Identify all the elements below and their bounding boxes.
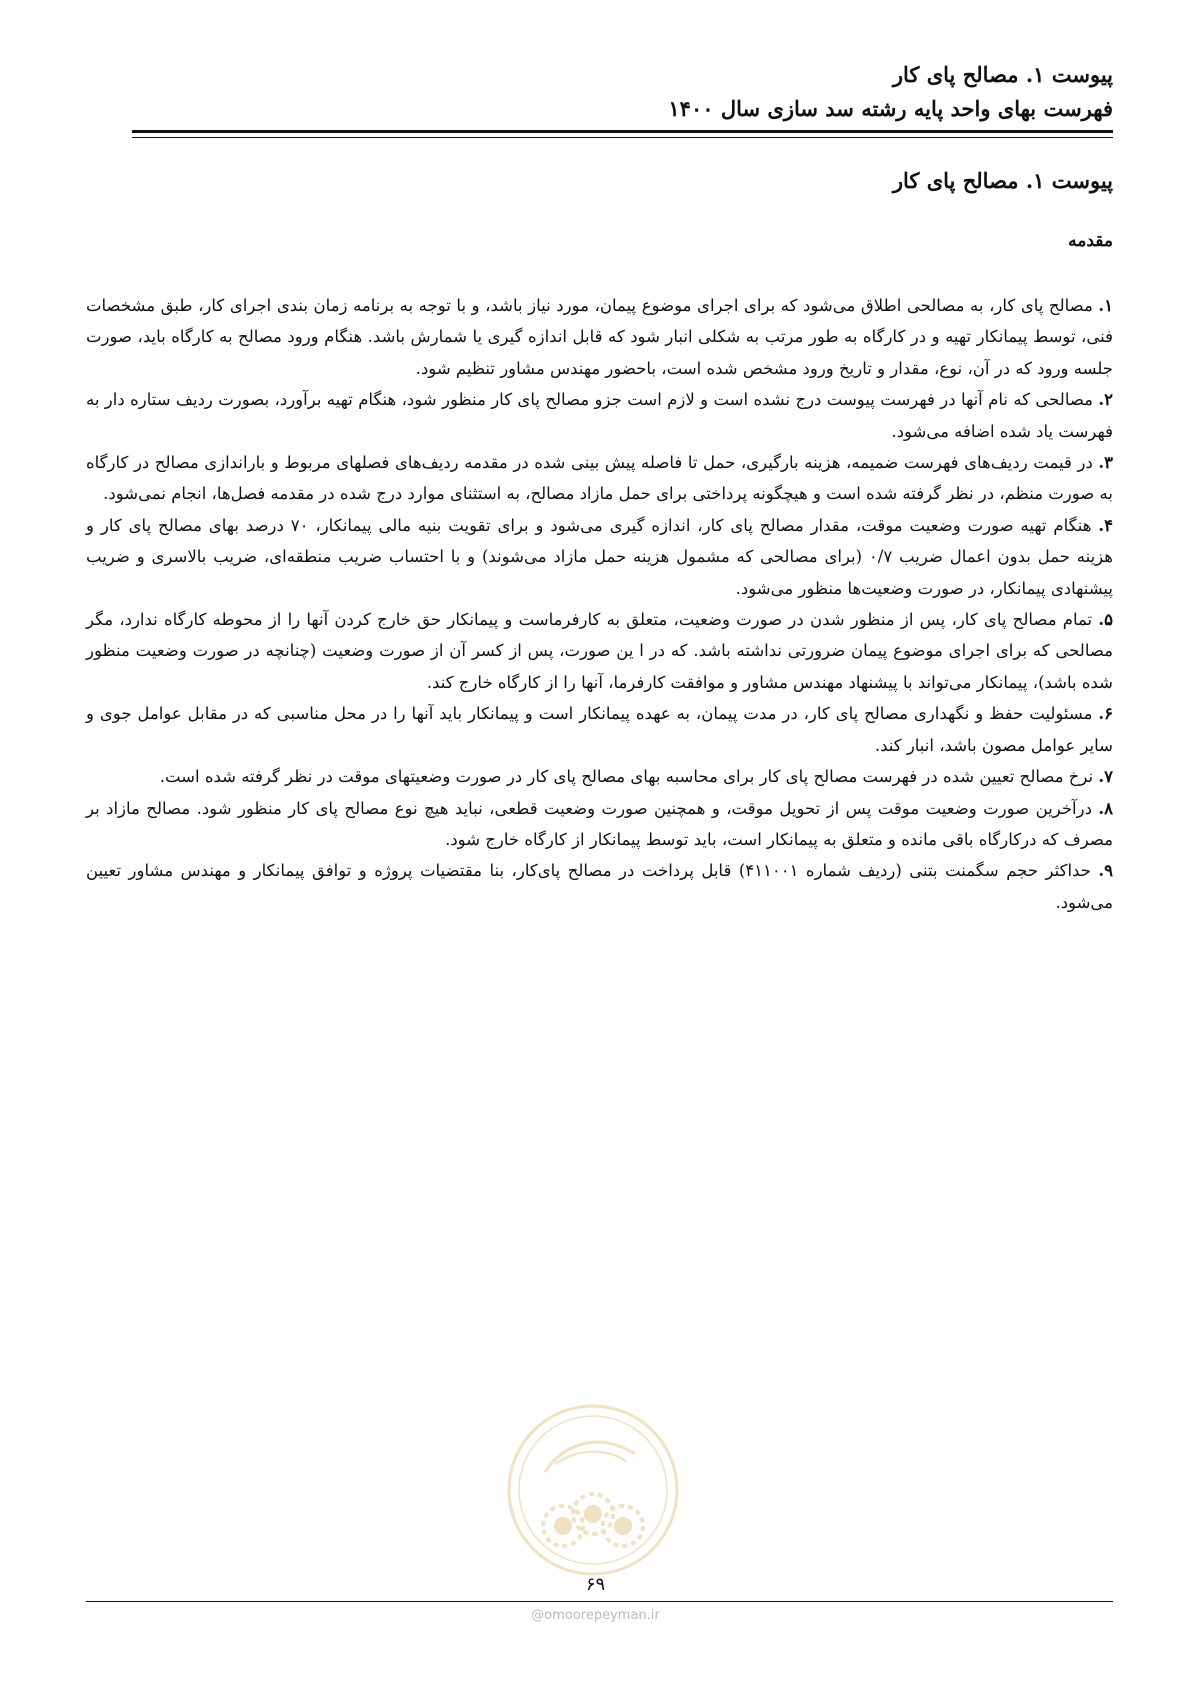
body-text: [86, 290, 1113, 918]
paragraph-2: [86, 384, 1113, 447]
watermark-site-text: @omoorepeyman.ir: [531, 1608, 660, 1623]
page-number: ۶۹: [585, 1574, 606, 1595]
paragraph-text: نرخ مصالح تعیین شده در فهرست مصالح پای کار برای محاسبه بهای مصالح پای کار در صورت وضعیتهای موقت در نظر گرفته شده است.: [159, 767, 1099, 787]
paragraph-4: [86, 510, 1113, 604]
paragraph-number: ۹.: [1098, 861, 1113, 881]
paragraph-text: مسئولیت حفظ و نگهداری مصالح پای کار، در مدت پیمان، به عهده پیمانکار است و پیمانکار باید آنها را در محل مناسبی که در مقابل عوامل جوی و سایر عوامل مصون باشد، انبار کند.: [86, 704, 1113, 755]
header-appendix-title: پیوست ۱. مصالح پای کار: [892, 62, 1113, 87]
paragraph-number: ۲.: [1098, 390, 1113, 410]
intro-heading: مقدمه: [1068, 231, 1113, 251]
paragraph-text: مصالحی که نام آنها در فهرست پیوست درج نشده است و لازم است جزو مصالح پای کار منظور شود، هنگام تهیه برآورد، بصورت ردیف ستاره دار به فهرست یاد شده اضافه می‌شود.: [86, 390, 1113, 441]
paragraph-number: ۵.: [1098, 610, 1113, 630]
header-rule-thin: [132, 137, 1113, 138]
paragraph-6: [86, 698, 1113, 761]
paragraph-text: در قیمت ردیف‌های فهرست ضمیمه، هزینه بارگیری، حمل تا فاصله پیش بینی شده در مقدمه ردیف‌های فصلهای مربوط و باراندازی مصالح در کارگاه به صورت منظم، در نظر گرفته شده است و هیچگونه پرداختی برای حمل مازاد مصالح، به استثنای موارد درج شده در مقدمه فصل‌ها، انجام نمی‌شود.: [86, 453, 1113, 504]
paragraph-8: [86, 793, 1113, 856]
paragraph-9: [86, 855, 1113, 918]
paragraph-3: [86, 447, 1113, 510]
paragraph-text: مصالح پای کار، به مصالحی اطلاق می‌شود که برای اجرای موضوع پیمان، مورد نیاز باشد، و با توجه به برنامه زمان بندی اجرای کار، طبق مشخصات فنی، توسط پیمانکار تهیه و در کارگاه به طور مرتب به شکلی انبار شود که قابل اندازه گیری یا شمارش باشد. هنگام ورود مصالح به کارگاه باید، صورت جلسه ورود که در آن، نوع، مقدار و تاریخ ورود مشخص شده است، باحضور مهندس مشاور تنظیم شود.: [86, 296, 1113, 378]
header-document-title: فهرست بهای واحد پایه رشته سد سازی سال ۱۴۰۰: [668, 96, 1113, 121]
header-rule-thick: [132, 130, 1113, 133]
paragraph-7: [86, 761, 1113, 792]
paragraph-number: ۷.: [1098, 767, 1113, 787]
paragraph-text: تمام مصالح پای کار، پس از منظور شدن در صورت وضعیت، متعلق به کارفرماست و پیمانکار حق خارج کردن آنها را از محوطه کارگاه ندارد، مگر مصالحی که برای اجرای موضوع پیمان ضرورتی نداشته باشد. که در ا ین صورت، پس از کسر آن از صورت وضعیت (چنانچه در صورت وضعیت منظور شده باشد)، پیمانکار می‌تواند با پیشنهاد مهندس مشاور و موافقت کارفرما، آنها را از کارگاه خارج کند.: [86, 610, 1113, 692]
paragraph-text: درآخرین صورت وضعیت موقت پس از تحویل موقت، و همچنین صورت وضعیت قطعی، نباید هیچ نوع مصالح پای کار منظور شود. مصالح مازاد بر مصرف که درکارگاه باقی مانده و متعلق به پیمانکار است، باید توسط پیمانکار از کارگاه خارج شود.: [86, 798, 1113, 849]
footer-rule: [86, 1601, 1113, 1602]
paragraph-number: ۶.: [1098, 704, 1113, 724]
paragraph-5: [86, 604, 1113, 698]
paragraph-number: ۸.: [1098, 798, 1113, 818]
paragraph-text: هنگام تهیه صورت وضعیت موقت، مقدار مصالح پای کار، اندازه گیری می‌شود و برای تقویت بنیه مالی پیمانکار، ۷۰ درصد بهای مصالح پای کار و هزینه حمل بدون اعمال ضریب ۰/۷ (برای مصالحی که مشمول هزینه حمل مازاد می‌شوند) و با احتساب ضریب منطقه‌ای، ضریب بالاسری و ضریب پیشنهادی پیمانکار، در صورت وضعیت‌ها منظور می‌شود.: [86, 515, 1113, 598]
watermark-seal-icon: [505, 1402, 681, 1578]
paragraph-text: حداکثر حجم سگمنت بتنی (ردیف شماره ۴۱۱۰۰۱) قابل پرداخت در مصالح پای‌کار، بنا مقتضیات پروژه و توافق پیمانکار و مهندس مشاور تعیین می‌شود.: [86, 861, 1113, 912]
paragraph-1: [86, 290, 1113, 384]
paragraph-number: ۴.: [1098, 515, 1113, 535]
paragraph-number: ۱.: [1098, 296, 1113, 315]
running-header: [130, 58, 1113, 126]
section-title: پیوست ۱. مصالح پای کار: [892, 168, 1113, 193]
paragraph-number: ۳.: [1098, 453, 1113, 473]
